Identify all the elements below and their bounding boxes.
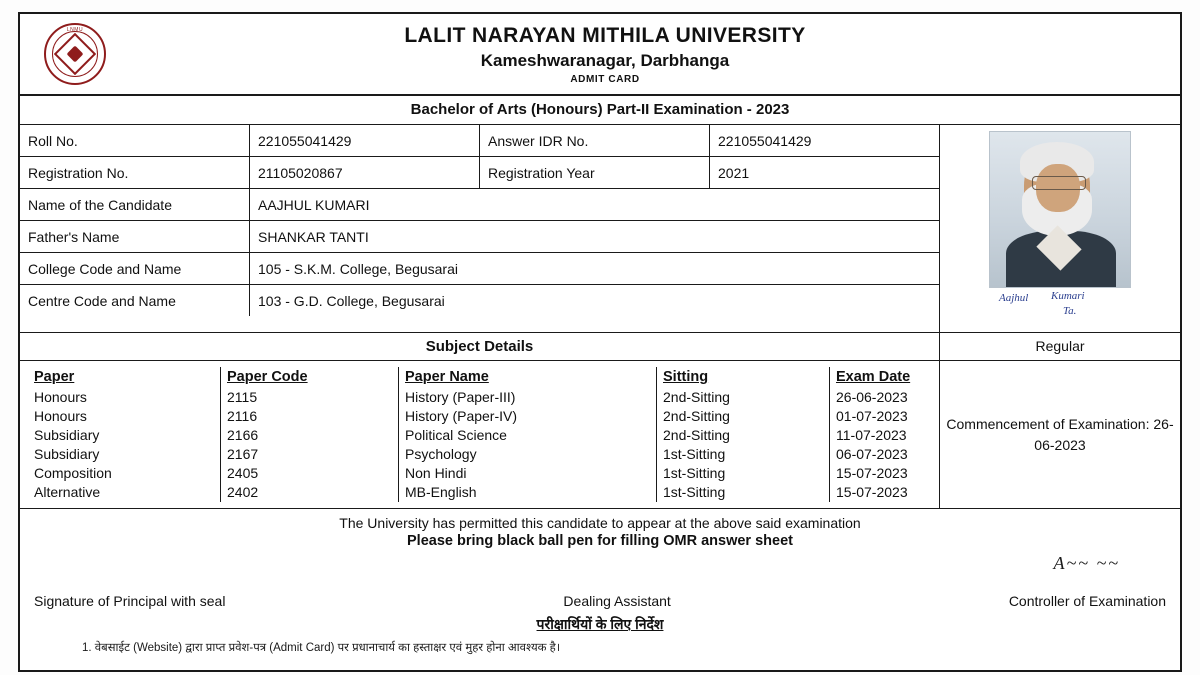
admit-card xyxy=(18,12,1182,672)
instructions-section xyxy=(20,613,1180,670)
candidate-signature-part-3: Ta. xyxy=(1063,305,1077,317)
answer-idr-value: 221055041429 xyxy=(718,132,812,149)
signature-row xyxy=(20,551,1180,613)
instructions-title: परीक्षार्थियों के लिए निर्देश xyxy=(536,616,664,632)
roll-no-value: 221055041429 xyxy=(250,125,480,156)
university-seal-icon xyxy=(44,23,106,85)
omr-note: Please bring black ball pen for filling OMR answer sheet xyxy=(407,533,793,549)
cell-date: 06-07-2023 xyxy=(836,446,908,462)
th-paper-code: Paper Code xyxy=(221,367,399,388)
controller-signature: A~~ ~~ xyxy=(1053,553,1120,573)
cell-sitting: 1st-Sitting xyxy=(657,483,830,502)
centre-label: Centre Code and Name xyxy=(20,285,250,316)
father-name-label: Father's Name xyxy=(20,221,250,252)
th-paper: Paper xyxy=(28,367,221,388)
header-text-block xyxy=(130,24,1180,85)
subject-details-heading: Subject Details xyxy=(20,333,940,360)
candidate-name-value: AAJHUL KUMARI xyxy=(258,196,370,213)
cell-code: 2115 xyxy=(221,388,399,407)
seal-caption: LNMU xyxy=(66,27,84,33)
card-header xyxy=(20,14,1180,96)
candidate-photo xyxy=(989,131,1131,288)
cell-paper: Subsidiary xyxy=(28,426,221,445)
th-sitting: Sitting xyxy=(657,367,830,388)
permission-notes xyxy=(20,509,1180,551)
subjects-table-wrap xyxy=(20,361,940,508)
cell-name: Political Science xyxy=(399,426,657,445)
candidate-signature xyxy=(989,290,1129,326)
row-roll-no xyxy=(20,125,939,157)
seal-inner-shape xyxy=(54,33,96,75)
instruction-item-1: 1. वेबसाईट (Website) द्वारा प्राप्त प्रवेश-पत्र (Admit Card) पर प्रधानाचार्य का हस्ताक्षर एवं मुहर होना आवश्यक है। xyxy=(82,642,561,654)
cell-sitting: 1st-Sitting xyxy=(657,445,830,464)
subject-details-bar xyxy=(20,333,1180,361)
cell-date: 26-06-2023 xyxy=(836,389,908,405)
cell-date: 01-07-2023 xyxy=(836,408,908,424)
cell-code: 2166 xyxy=(221,426,399,445)
candidate-signature-part-2: Kumari xyxy=(1051,290,1085,302)
candidate-info-section xyxy=(20,125,1180,333)
row-father-name xyxy=(20,221,939,253)
commencement-note: Commencement of Examination: 26-06-2023 xyxy=(946,416,1174,453)
cell-code: 2405 xyxy=(221,464,399,483)
cell-paper: Composition xyxy=(28,464,221,483)
principal-signature-label: Signature of Principal with seal xyxy=(34,593,226,609)
cell-date: 11-07-2023 xyxy=(836,427,907,443)
cell-code: 2167 xyxy=(221,445,399,464)
college-value: 105 - S.K.M. College, Begusarai xyxy=(258,260,458,277)
cell-date: 15-07-2023 xyxy=(836,465,908,481)
university-place: Kameshwaranagar, Darbhanga xyxy=(480,50,730,70)
table-row xyxy=(28,464,931,483)
cell-sitting: 2nd-Sitting xyxy=(657,426,830,445)
cell-date: 15-07-2023 xyxy=(836,484,908,500)
answer-idr-label: Answer IDR No. xyxy=(480,125,710,156)
row-centre xyxy=(20,285,939,316)
registration-year-value: 2021 xyxy=(718,164,750,181)
roll-no-label: Roll No. xyxy=(20,125,250,156)
cell-name: Psychology xyxy=(399,445,657,464)
row-candidate-name xyxy=(20,189,939,221)
candidate-name-label: Name of the Candidate xyxy=(20,189,250,220)
exam-title: Bachelor of Arts (Honours) Part-II Examination - 2023 xyxy=(20,96,1180,125)
college-label: College Code and Name xyxy=(20,253,250,284)
cell-code: 2402 xyxy=(221,483,399,502)
row-registration xyxy=(20,157,939,189)
university-name: LALIT NARAYAN MITHILA UNIVERSITY xyxy=(404,23,806,47)
subjects-table xyxy=(28,367,931,502)
permission-line: The University has permitted this candidate to appear at the above said examination xyxy=(339,515,861,531)
cell-name: History (Paper-III) xyxy=(399,388,657,407)
cell-name: MB-English xyxy=(399,483,657,502)
logo-cell xyxy=(20,23,130,85)
cell-paper: Honours xyxy=(28,388,221,407)
cell-paper: Honours xyxy=(28,407,221,426)
table-row xyxy=(28,407,931,426)
table-row xyxy=(28,426,931,445)
cell-sitting: 2nd-Sitting xyxy=(657,407,830,426)
document-type: ADMIT CARD xyxy=(570,73,640,85)
th-paper-name: Paper Name xyxy=(399,367,657,388)
table-row xyxy=(28,483,931,502)
cell-name: History (Paper-IV) xyxy=(399,407,657,426)
registration-no-label: Registration No. xyxy=(20,157,250,188)
registration-year-label: Registration Year xyxy=(480,157,710,188)
father-name-value: SHANKAR TANTI xyxy=(258,228,369,245)
candidate-info-table xyxy=(20,125,940,332)
table-row xyxy=(28,445,931,464)
centre-value: 103 - G.D. College, Begusarai xyxy=(258,292,445,309)
cell-sitting: 1st-Sitting xyxy=(657,464,830,483)
subjects-section xyxy=(20,361,1180,509)
table-row xyxy=(28,388,931,407)
cell-sitting: 2nd-Sitting xyxy=(657,388,830,407)
th-exam-date: Exam Date xyxy=(836,369,911,385)
row-college xyxy=(20,253,939,285)
cell-code: 2116 xyxy=(221,407,399,426)
candidate-category: Regular xyxy=(1035,338,1085,354)
cell-name: Non Hindi xyxy=(399,464,657,483)
cell-paper: Alternative xyxy=(28,483,221,502)
table-header-row xyxy=(28,367,931,388)
controller-label: Controller of Examination xyxy=(1008,593,1166,609)
registration-no-value: 21105020867 xyxy=(250,157,480,188)
dealing-assistant-label: Dealing Assistant xyxy=(563,593,671,609)
photo-column xyxy=(940,125,1180,332)
cell-paper: Subsidiary xyxy=(28,445,221,464)
candidate-signature-part-1: Aajhul xyxy=(999,292,1029,304)
